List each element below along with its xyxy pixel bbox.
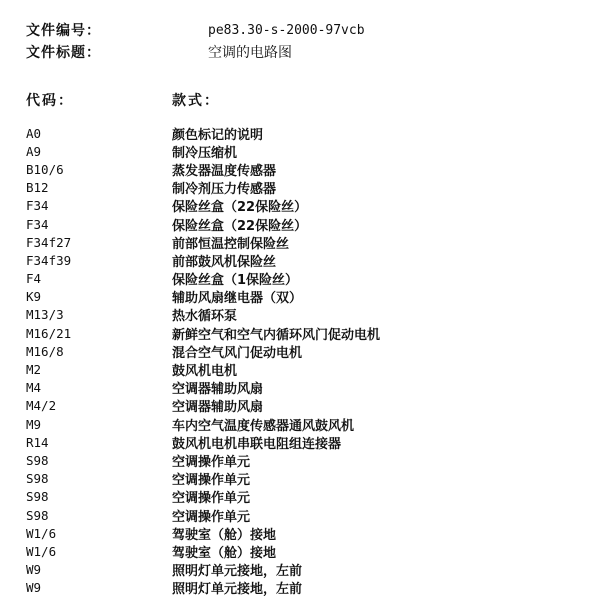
component-code: S98 — [26, 452, 49, 468]
list-item — [26, 342, 596, 360]
component-code: F34f27 — [26, 234, 72, 250]
doc-title-value: 空调的电路图 — [208, 45, 292, 61]
doc-title-label: 文件标题： — [26, 45, 101, 61]
component-code: A9 — [26, 143, 42, 159]
component-code: K9 — [26, 289, 42, 305]
list-item — [26, 397, 596, 415]
doc-number-row — [26, 20, 365, 40]
component-list — [26, 124, 596, 597]
component-description: 空调操作单元 — [172, 473, 251, 489]
component-code: S98 — [26, 471, 49, 487]
list-item — [26, 360, 596, 378]
component-code: W9 — [26, 580, 42, 596]
component-code: W1/6 — [26, 543, 57, 559]
component-description: 前部恒温控制保险丝 — [172, 236, 290, 252]
list-item — [26, 324, 596, 342]
component-code: B12 — [26, 180, 49, 196]
component-description: 照明灯单元接地，左前 — [172, 582, 303, 598]
list-item — [26, 561, 596, 579]
component-code: F34 — [26, 198, 49, 214]
list-item — [26, 197, 596, 215]
component-description: 混合空气风门促动电机 — [172, 345, 303, 361]
code-column-header: 代码： — [26, 93, 74, 109]
component-description: 空调器辅助风扇 — [172, 382, 264, 398]
component-description: 蒸发器温度传感器 — [172, 163, 277, 179]
component-code: B10/6 — [26, 161, 64, 177]
list-item — [26, 251, 596, 269]
component-description: 鼓风机电机串联电阻组连接器 — [172, 436, 342, 452]
list-item — [26, 506, 596, 524]
component-code: M16/8 — [26, 343, 64, 359]
component-code: M13/3 — [26, 307, 64, 323]
component-code: M4/2 — [26, 398, 57, 414]
list-item — [26, 233, 596, 251]
list-item — [26, 433, 596, 451]
component-description: 照明灯单元接地，左前 — [172, 564, 303, 580]
component-description: 保险丝盒（22保险丝） — [172, 200, 308, 216]
component-code: F4 — [26, 271, 42, 287]
list-item — [26, 470, 596, 488]
component-code: S98 — [26, 489, 49, 505]
list-item — [26, 160, 596, 178]
component-code: M9 — [26, 416, 42, 432]
component-description: 保险丝盒（22保险丝） — [172, 218, 308, 234]
component-code: S98 — [26, 507, 49, 523]
list-item — [26, 288, 596, 306]
component-description: 制冷剂压力传感器 — [172, 182, 277, 198]
list-item — [26, 488, 596, 506]
component-code: R14 — [26, 434, 49, 450]
component-description: 热水循环泵 — [172, 309, 238, 325]
component-description: 前部鼓风机保险丝 — [172, 254, 277, 270]
list-item — [26, 215, 596, 233]
component-description: 空调操作单元 — [172, 491, 251, 507]
component-code: W1/6 — [26, 525, 57, 541]
list-item — [26, 124, 596, 142]
description-column-header: 款式： — [172, 93, 220, 109]
list-item — [26, 415, 596, 433]
list-item — [26, 524, 596, 542]
list-item — [26, 142, 596, 160]
component-description: 空调操作单元 — [172, 454, 251, 470]
list-item — [26, 270, 596, 288]
component-description: 驾驶室（舱）接地 — [172, 527, 277, 543]
doc-title-row — [26, 42, 292, 62]
component-description: 制冷压缩机 — [172, 145, 238, 161]
component-code: M2 — [26, 362, 42, 378]
list-item — [26, 579, 596, 597]
component-code: M16/21 — [26, 325, 72, 341]
component-description: 颜色标记的说明 — [172, 127, 264, 143]
list-item — [26, 379, 596, 397]
component-code: F34f39 — [26, 252, 72, 268]
list-item — [26, 542, 596, 560]
component-description: 辅助风扇继电器（双） — [172, 291, 303, 307]
list-item — [26, 451, 596, 469]
component-description: 鼓风机电机 — [172, 364, 238, 380]
doc-number-label: 文件编号： — [26, 23, 101, 39]
component-code: A0 — [26, 125, 42, 141]
component-code: W9 — [26, 562, 42, 578]
component-description: 新鲜空气和空气内循环风门促动电机 — [172, 327, 381, 343]
component-description: 空调操作单元 — [172, 509, 251, 525]
component-code: M4 — [26, 380, 42, 396]
component-description: 空调器辅助风扇 — [172, 400, 264, 416]
list-item — [26, 306, 596, 324]
list-item — [26, 179, 596, 197]
component-description: 保险丝盒（1保险丝） — [172, 273, 299, 289]
doc-number-value: pe83.30-s-2000-97vcb — [208, 22, 365, 38]
component-code: F34 — [26, 216, 49, 232]
component-description: 驾驶室（舱）接地 — [172, 545, 277, 561]
component-description: 车内空气温度传感器通风鼓风机 — [172, 418, 355, 434]
